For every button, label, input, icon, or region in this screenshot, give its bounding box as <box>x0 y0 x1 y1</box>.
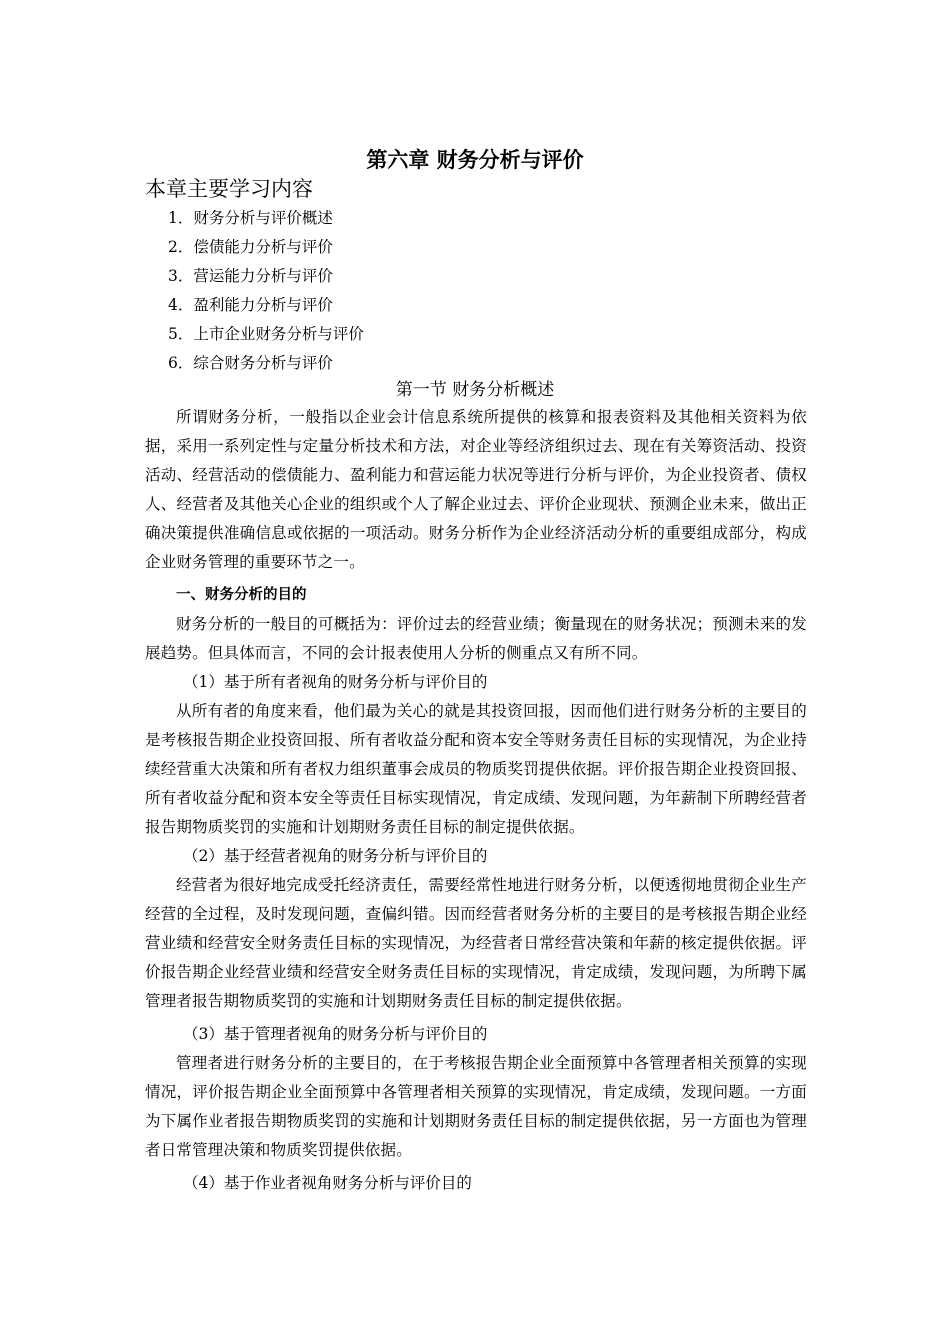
contents-item: 1．财务分析与评价概述 <box>168 209 333 227</box>
purpose-heading: 一、财务分析的目的 <box>176 587 307 603</box>
item-heading-manager: （3）基于管理者视角的财务分析与评价目的 <box>183 1025 488 1043</box>
item-paragraph-owner: 从所有者的角度来看，他们最为关心的就是其投资回报，因而他们进行财务分析的主要目的是考核报告期企业投资回报、所有者收益分配和资本安全等财务责任目标的实现情况，为企业持续经营重大决策和所有者权力组织董事会成员的物质奖罚提供依据。评价报告期企业投资回报、所有者收益分配和资本安全等责任目标实现情况，肯定成绩、发现问题，为年薪制下所聘经营者报告期物质奖罚的实施和计划期财务责任目标的制定提供依据。 <box>145 702 807 836</box>
contents-item: 2．偿债能力分析与评价 <box>168 238 333 256</box>
item-paragraph-operator: 经营者为很好地完成受托经济责任，需要经常性地进行财务分析，以便透彻地贯彻企业生产经营的全过程，及时发现问题，查偏纠错。因而经营者财务分析的主要目的是考核报告期企业经营业绩和经营安全财务责任目标的实现情况，为经营者日常经营决策和年薪的核定提供依据。评价报告期企业经营业绩和经营安全财务责任目标的实现情况，肯定成绩，发现问题，为所聘下属管理者报告期物质奖罚的实施和计划期财务责任目标的制定提供依据。 <box>145 876 807 1010</box>
section-title: 第一节 财务分析概述 <box>395 380 555 400</box>
item-heading-operator: （2）基于经营者视角的财务分析与评价目的 <box>183 847 488 865</box>
contents-item: 5．上市企业财务分析与评价 <box>168 325 364 343</box>
contents-item: 6．综合财务分析与评价 <box>168 354 333 372</box>
item-heading-owner: （1）基于所有者视角的财务分析与评价目的 <box>183 673 488 691</box>
purpose-paragraph: 财务分析的一般目的可概括为：评价过去的经营业绩；衡量现在的财务状况；预测未来的发展趋势。但具体而言，不同的会计报表使用人分析的侧重点又有所不同。 <box>145 615 807 662</box>
chapter-title: 第六章 财务分析与评价 <box>366 148 584 172</box>
contents-list <box>168 204 364 378</box>
contents-item: 4．盈利能力分析与评价 <box>168 296 333 314</box>
body-text <box>145 403 807 1198</box>
contents-item: 3．营运能力分析与评价 <box>168 267 333 285</box>
contents-heading: 本章主要学习内容 <box>145 177 313 201</box>
intro-paragraph: 所谓财务分析，一般指以企业会计信息系统所提供的核算和报表资料及其他相关资料为依据，采用一系列定性与定量分析技术和方法，对企业等经济组织过去、现在有关筹资活动、投资活动、经营活动的偿债能力、盈利能力和营运能力状况等进行分析与评价，为企业投资者、债权人、经营者及其他关心企业的组织或个人了解企业过去、评价企业现状、预测企业未来，做出正确决策提供准确信息或依据的一项活动。财务分析作为企业经济活动分析的重要组成部分，构成企业财务管理的重要环节之一。 <box>145 408 807 571</box>
item-heading-worker: （4）基于作业者视角财务分析与评价目的 <box>183 1174 472 1192</box>
item-paragraph-manager: 管理者进行财务分析的主要目的，在于考核报告期企业全面预算中各管理者相关预算的实现情况，评价报告期企业全面预算中各管理者相关预算的实现情况，肯定成绩，发现问题。一方面为下属作业者报告期物质奖罚的实施和计划期财务责任目标的制定提供依据，另一方面也为管理者日常管理决策和物质奖罚提供依据。 <box>145 1054 807 1159</box>
